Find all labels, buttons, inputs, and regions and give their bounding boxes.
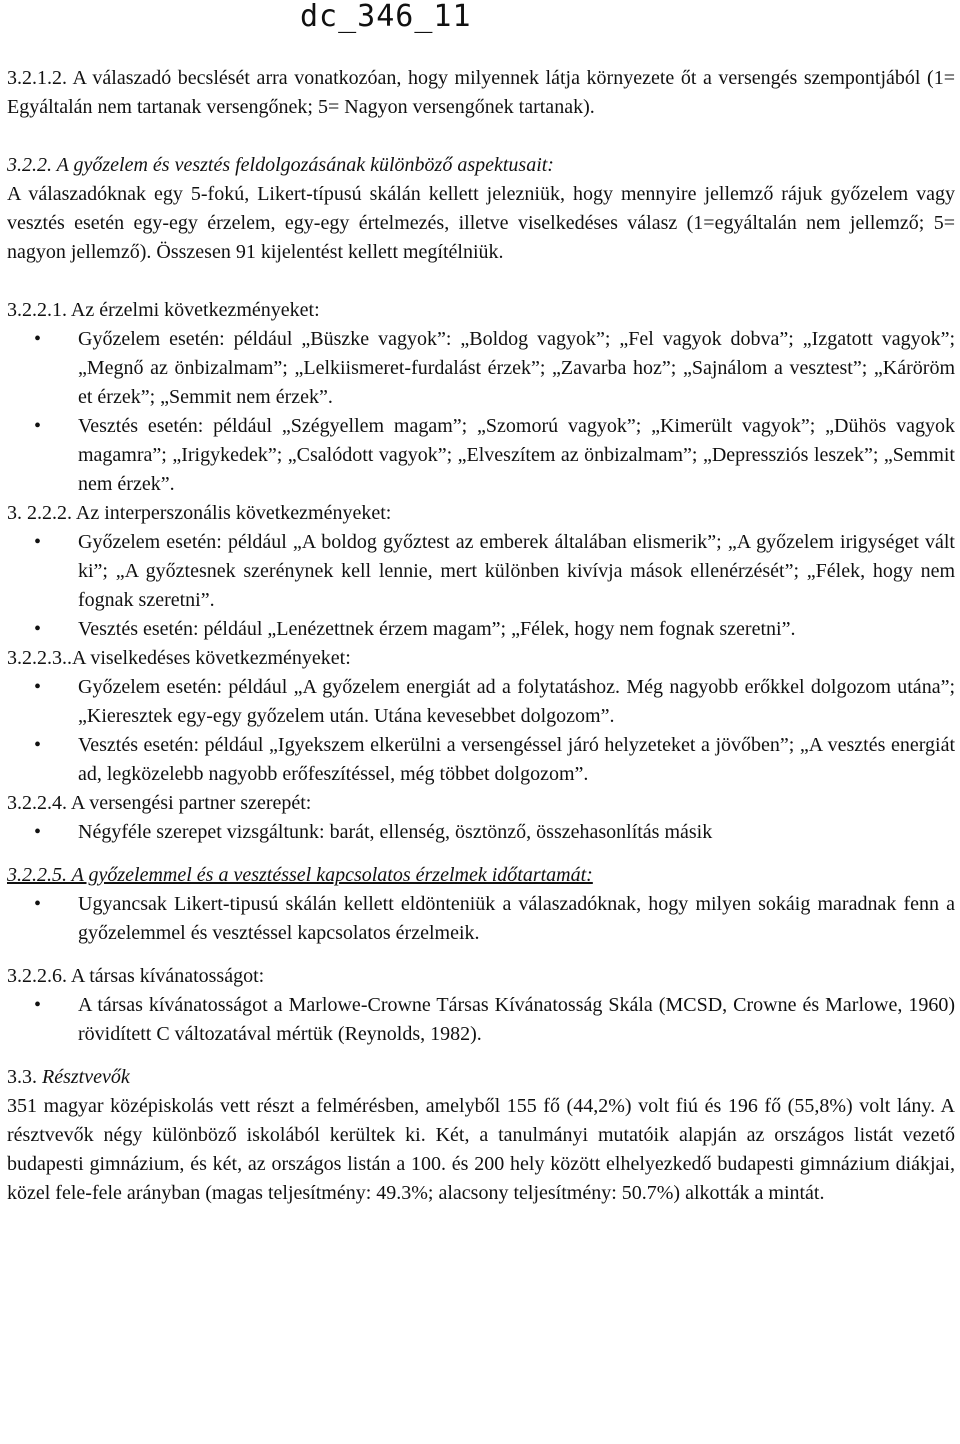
list-item: • Győzelem esetén: például „A boldog győztest az emberek általában elismerik”; „A győzelem irigységet vált ki”; „A győztesnek szerénynek kell lennie, mert különben kivívja mások ellenérzését”; „Félek, hogy nem fognak szeretni”. [78, 528, 955, 615]
paragraph-3-2-1-2: 3.2.1.2. A válaszadó becslését arra vonatkozóan, hogy milyennek látja környezete őt a versengés szempontjából (1= Egyáltalán nem tartanak versengőnek; 5= Nagyon versengőnek tartanak). [7, 67, 955, 118]
heading-3-2-2: 3.2.2. A győzelem és vesztés feldolgozásának különböző aspektusait: [7, 154, 554, 176]
spacer [7, 847, 955, 861]
list-behavioral-consequences [7, 673, 955, 789]
list-item: • Vesztés esetén: például „Szégyellem magam”; „Szomorú vagyok”; „Kimerült vagyok”; „Dühös vagyok magamra”; „Irigykedek”; „Csalódott vagyok”; „Elveszítem az önbizalmam”; „Depressziós leszek”; „Semmit nem érzek”. [78, 412, 955, 499]
heading-3-2-2-1: 3.2.2.1. Az érzelmi következményeket: [7, 299, 320, 321]
list-item: • Vesztés esetén: például „Igyekszem elkerülni a versengéssel járó helyzeteket a jövőben”; „A vesztés energiát ad, legközelebb nagyobb erőfeszítéssel, még többet dolgozom”. [78, 731, 955, 789]
list-emotional-consequences [7, 325, 955, 499]
list-item: • Vesztés esetén: például „Lenézettnek érzem magam”; „Félek, hogy nem fognak szeretni”. [78, 615, 955, 644]
heading-3-2-2-6: 3.2.2.6. A társas kívánatosságot: [7, 965, 265, 987]
list-item: • Győzelem esetén: például „A győzelem energiát ad a folytatáshoz. Még nagyobb erőkkel dolgozom utána”; „Kieresztek egy-egy győzelem után. Utána kevesebbet dolgozom”. [78, 673, 955, 731]
list-item: • Ugyancsak Likert-tipusú skálán kellett eldönteniük a válaszadóknak, hogy milyen sokáig maradnak fenn a győzelemmel és vesztéssel kapcsolatos érzelmeik. [78, 890, 955, 948]
paragraph-3-2-2: A válaszadóknak egy 5-fokú, Likert-típusú skálán kellett jelezniük, hogy mennyire jellemző rájuk győzelem vagy vesztés esetén egy-egy érzelem, egy-egy értelmezés, illetve viselkedéses válasz (1=egyáltalán nem jellemző; 5= nagyon jellemző). Összesen 91 kijelentést kellett megítélniük. [7, 183, 955, 263]
list-partner-role [7, 818, 955, 847]
heading-3-2-2-4: 3.2.2.4. A versengési partner szerepét: [7, 792, 312, 814]
document-body [7, 64, 955, 1208]
heading-3-3-title: Résztvevők [42, 1066, 130, 1088]
heading-3-2-2-2: 3. 2.2.2. Az interperszonális következményeket: [7, 502, 392, 524]
list-interpersonal-consequences [7, 528, 955, 644]
document-id: dc_346_11 [300, 0, 472, 34]
list-item: • Győzelem esetén: például „Büszke vagyok”: „Boldog vagyok”; „Fel vagyok dobva”; „Izgatott vagyok”; „Megnő az önbizalmam”; „Lelkiismeret-furdalást érzek”; „Zavarba hoz”; „Sajnálom a vesztest”; „Káröröm et érzek”; „Semmit nem érzek”. [78, 325, 955, 412]
heading-3-3-number: 3.3. [7, 1066, 37, 1088]
spacer [7, 948, 955, 962]
spacer [7, 267, 955, 296]
heading-3-3 [7, 1063, 955, 1092]
heading-3-2-2-3: 3.2.2.3..A viselkedéses következményeket: [7, 647, 351, 669]
heading-3-2-2-5-text: 3.2.2.5. A győzelemmel és a vesztéssel kapcsolatos érzelmek időtartamát: [7, 864, 593, 886]
list-emotion-duration [7, 890, 955, 948]
spacer [7, 122, 955, 151]
paragraph-3-3: 351 magyar középiskolás vett részt a felmérésben, amelyből 155 fő (44,2%) volt fiú és 196 fő (55,8%) volt lány. A résztvevők négy különböző iskolából kerültek ki. Két, a tanulmányi mutatóik alapján az országos listát vezető budapesti gimnázium, és két, az országos listán a 100. és 200 hely között elhelyezkedő budapesti gimnázium diákjai, közel fele-fele arányban (magas teljesítmény: 49.3%; alacsony teljesítmény: 50.7%) alkották a mintát. [7, 1095, 955, 1204]
heading-3-2-2-5 [7, 861, 955, 890]
spacer [7, 1049, 955, 1063]
list-social-desirability [7, 991, 955, 1049]
list-item: • Négyféle szerepet vizsgáltunk: barát, ellenség, ösztönző, összehasonlítás másik [78, 818, 955, 847]
list-item: • A társas kívánatosságot a Marlowe-Crowne Társas Kívánatosság Skála (MCSD, Crowne és Marlowe, 1960) rövidített C változatával mértük (Reynolds, 1982). [78, 991, 955, 1049]
